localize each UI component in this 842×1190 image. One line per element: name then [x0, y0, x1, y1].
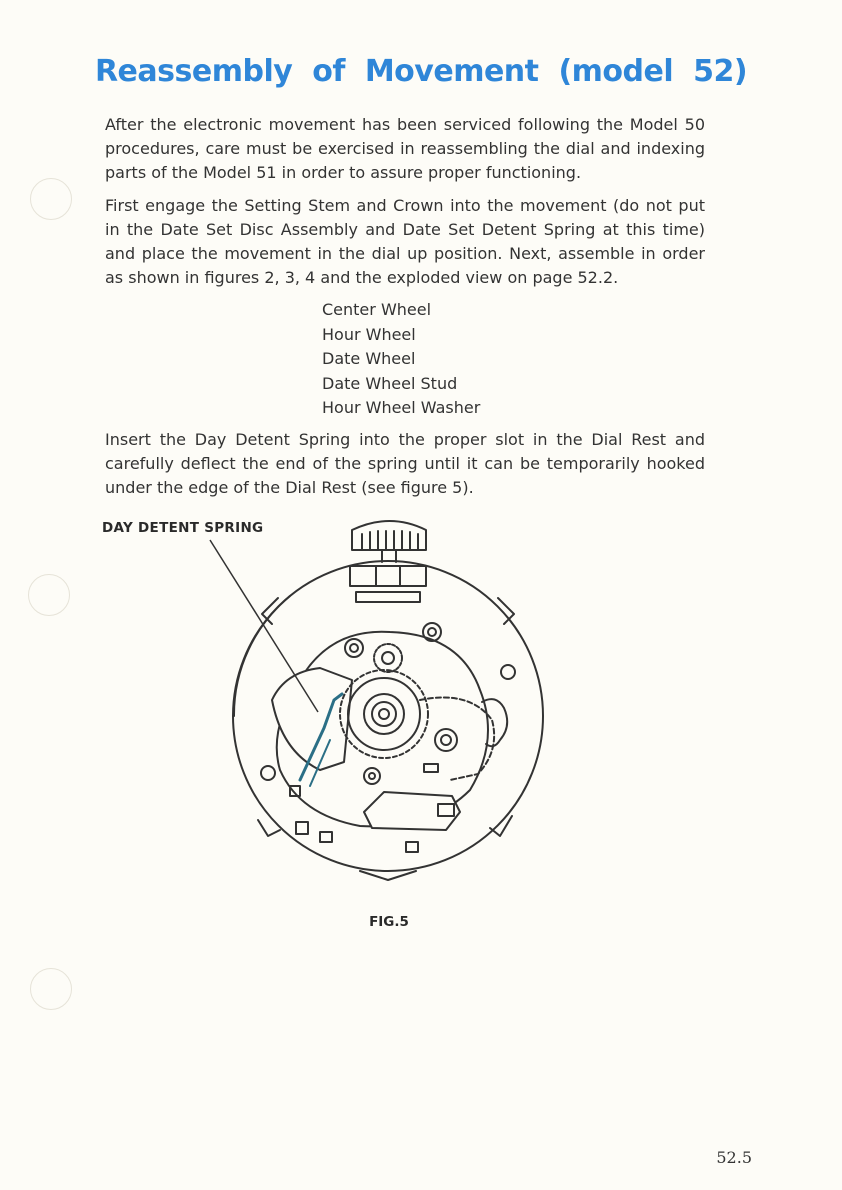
center-wheel-icon — [340, 670, 428, 758]
figure-caption: FIG.5 — [369, 914, 409, 930]
list-item: Date Wheel — [322, 349, 416, 368]
list-item: Center Wheel — [322, 300, 432, 319]
paragraph-day-detent: Insert the Day Detent Spring into the proper slot in the Dial Rest and carefully deflect the end of the spring until it can be temporarily hooked under the edge of the Dial Rest (see figure 5). — [105, 430, 705, 497]
crown-icon — [352, 521, 426, 562]
list-item: Hour Wheel Washer — [322, 398, 481, 417]
page-number: 52.5 — [716, 1148, 752, 1167]
list-item: Date Wheel Stud — [322, 373, 458, 393]
callout-line — [210, 540, 318, 712]
paragraph-setting-stem: First engage the Setting Stem and Crown into the movement (do not put in the Date Set Disc Assembly and Date Set Detent Spring at this time) and place the movement in the dial up position. Next, assemble in order as shown in figures 2, 3, 4 and the exploded view on page 52.2. — [105, 196, 705, 287]
list-item: Hour Wheel — [322, 324, 416, 344]
page-title: Reassembly of Movement (model 52) — [94, 54, 748, 90]
paragraph-intro: After the electronic movement has been serviced following the Model 50 procedures, care must be exercised in reassembling the dial and indexing parts of the Model 51 in order to assure proper functioning. — [105, 115, 705, 182]
figure-callout-label: DAY DETENT SPRING — [102, 520, 264, 536]
